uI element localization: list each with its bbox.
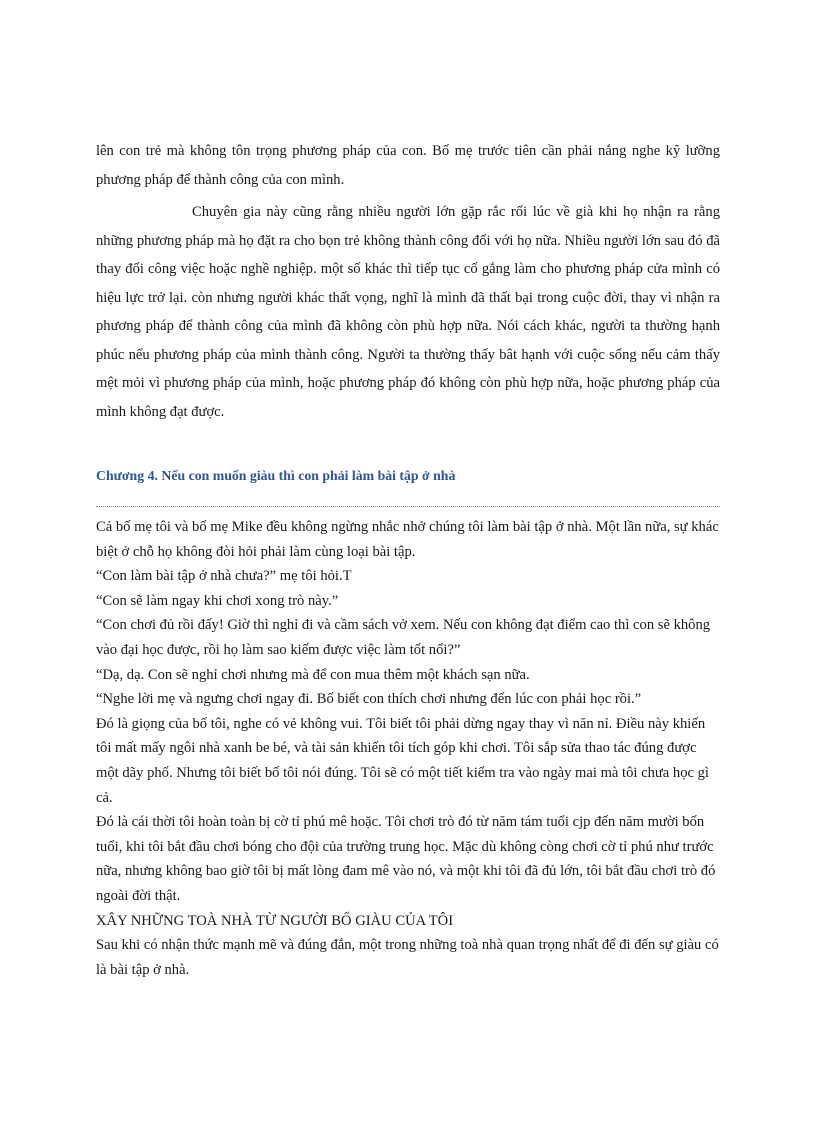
paragraph: “Con làm bài tập ở nhà chưa?” mẹ tôi hỏi.T — [96, 568, 352, 585]
subheading: XÂY NHỮNG TOÀ NHÀ TỪ NGƯỜI BỐ GIÀU CỦA TÔI — [96, 912, 454, 929]
paragraph: Đó là cái thời tôi hoàn toàn bị cờ tỉ phú mê hoặc. Tôi chơi trò đó từ năm tám tuổi cjp đến năm mười bốn tuổi, khi tôi bắt đầu chơi bóng cho đội của trường trung học. Mặc dù không còng chơi cờ tỉ phú như trước nữa, nhưng không bao giờ tôi bị mất lòng đam mê vào nó, và một khi tôi đã đủ lớn, tôi bắt đầu chơi trò đó ngoài đời thật. — [96, 814, 716, 904]
paragraph: lên con trẻ mà không tôn trọng phương pháp của con. Bố mẹ trước tiên cần phải nắng nghe kỹ lưỡng phương pháp để thành công của con mình. — [96, 143, 720, 188]
paragraph: Sau khi có nhận thức mạnh mẽ và đúng đắn, một trong những toà nhà quan trọng nhất để đi đến sự giàu có là bài tập ở nhà. — [96, 937, 719, 978]
paragraph: Cả bố mẹ tôi và bố mẹ Mike đều không ngừng nhắc nhở chúng tôi làm bài tập ở nhà. Một lần nữa, sự khác biệt ở chỗ họ không đòi hỏi phải làm cùng loại bài tập. — [96, 519, 719, 560]
section-chapter-4 — [96, 515, 720, 982]
paragraph: “Con chơi đủ rồi đấy! Giờ thì nghỉ đi và cầm sách vở xem. Nếu con không đạt điểm cao thì con sẽ không vào đại học được, rồi họ làm sao kiếm được việc làm tốt nổi?” — [96, 617, 711, 658]
paragraph: “Nghe lời mẹ và ngưng chơi ngay đi. Bố biết con thích chơi nhưng đến lúc con phải học rồi.” — [96, 691, 642, 708]
heading-divider — [96, 506, 720, 507]
paragraph: “Dạ, dạ. Con sẽ nghỉ chơi nhưng mà để con mua thêm một khách sạn nữa. — [96, 666, 530, 683]
chapter-heading: Chương 4. Nếu con muốn giàu thì con phải làm bài tập ở nhà — [96, 468, 456, 483]
paragraph: Đó là giọng của bố tôi, nghe có vẻ không vui. Tôi biết tôi phải dừng ngay thay vì năn nỉ. Điều này khiến tôi mất mấy ngôi nhà xanh be bé, và tài sản khiến tôi tích góp khi chơi. Tôi sắp sửa thao tác đúng được một dãy phố. Nhưng tôi biết bố tôi nói đúng. Tôi sẽ có một tiết kiểm tra vào ngày mai mà tôi chưa học gì cả. — [96, 715, 709, 806]
paragraph: “Con sẽ làm ngay khi chơi xong trò này.” — [96, 592, 339, 609]
paragraph: Chuyên gia này cũng rằng nhiều người lớn gặp rắc rối lúc về già khi họ nhận ra rằng những phương pháp mà họ đặt ra cho bọn trẻ không thành công đối với họ nữa. Nhiều người lớn sau đó đã thay đổi công việc hoặc nghề nghiệp. một số khác thì tiếp tục cố gắng làm cho phương pháp cửa mình có hiệu lực trở lại. còn nhưng người khác thất vọng, nghĩ là mình đã thất bại trong cuộc đời, thay vì nhận ra phương pháp để thành công của mình đã không còn phù hợp nữa. Nói cách khác, người ta thường hạnh phúc nếu phương pháp của mình thành công. Người ta thường thấy bât hạnh với cuộc sống nếu cảm thấy mệt mỏi vì phương pháp của mình, hoặc phương pháp đó không còn phù hợp nữa, hoặc phương pháp của mình không đạt được. — [96, 204, 720, 420]
